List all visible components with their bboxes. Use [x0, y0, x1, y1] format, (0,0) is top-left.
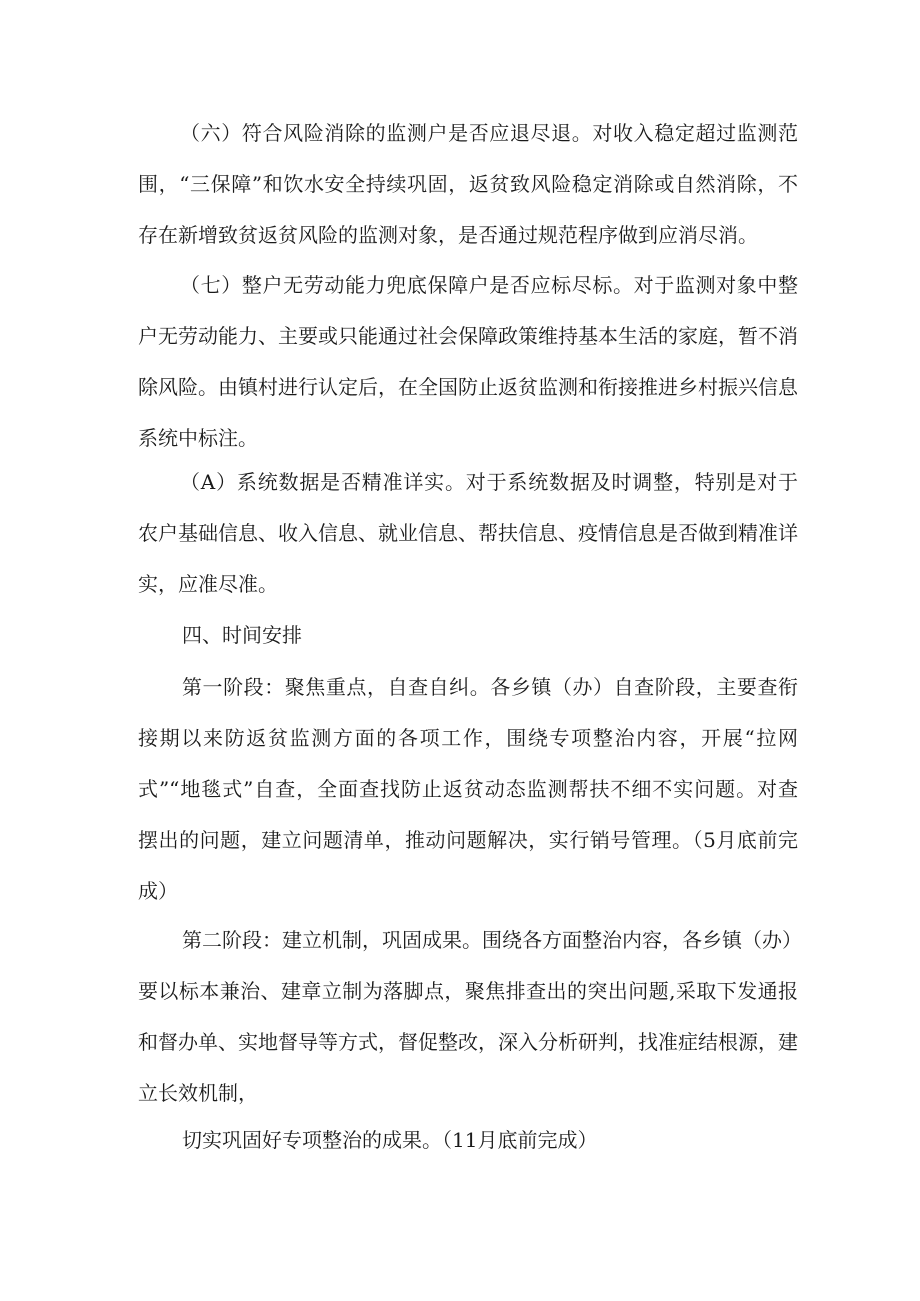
paragraph-line: 除风险。由镇村进行认定后，在全国防止返贫监测和衔接推进乡村振兴信息	[138, 375, 798, 399]
paragraph-line: 存在新增致贫返贫风险的监测对象，是否通过规范程序做到应消尽消。	[138, 223, 758, 247]
paragraph-line: 要以标本兼治、建章立制为落脚点，聚焦排查出的突出问题,采取下发通报	[138, 979, 798, 1003]
paragraph-stage-1	[138, 662, 798, 917]
paragraph-line: 切实巩固好专项整治的成果。（11月底前完成）	[182, 1128, 598, 1152]
paragraph-line: 接期以来防返贫监测方面的各项工作，围绕专项整治内容，开展“拉网	[138, 726, 798, 750]
paragraph-line: 户无劳动能力、主要或只能通过社会保障政策维持基本生活的家庭，暂不消	[138, 324, 798, 348]
paragraph-item-8	[138, 457, 798, 610]
paragraph-line: 第二阶段：建立机制，巩固成果。围绕各方面整治内容，各乡镇（办）	[182, 928, 802, 952]
paragraph-line: 立长效机制，	[138, 1081, 258, 1105]
paragraph-line: 摆出的问题，建立问题清单，推动问题解决，实行销号管理。（5月底前完	[138, 828, 798, 852]
section-heading	[138, 610, 798, 661]
paragraph-line: 系统中标注。	[138, 426, 258, 450]
paragraph-line: 围，“三保障”和饮水安全持续巩固，返贫致风险稳定消除或自然消除，不	[138, 172, 798, 196]
paragraph-line: 和督办单、实地督导等方式，督促整改，深入分析研判，找准症结根源，建	[138, 1030, 798, 1054]
paragraph-line: （六）符合风险消除的监测户是否应退尽退。对收入稳定超过监测范	[180, 121, 798, 145]
paragraph-line: （七）整户无劳动能力兜底保障户是否应标尽标。对于监测对象中整	[180, 273, 798, 297]
paragraph-line: 实，应准尽准。	[138, 572, 278, 596]
paragraph-stage-2	[138, 915, 802, 1119]
paragraph-line: 第一阶段：聚焦重点，自查自纠。各乡镇（办）自查阶段，主要查衔	[182, 675, 798, 699]
paragraph-item-7	[138, 260, 798, 464]
paragraph-line: 农户基础信息、收入信息、就业信息、帮扶信息、疫情信息是否做到精准详	[138, 521, 798, 545]
paragraph-item-6	[138, 108, 798, 261]
paragraph-line: 成）	[138, 879, 178, 903]
paragraph-stage-2-continued	[138, 1115, 798, 1166]
paragraph-line: （A）系统数据是否精准详实。对于系统数据及时调整，特别是对于	[180, 470, 798, 494]
section-heading-text: 四、时间安排	[182, 623, 302, 647]
paragraph-line: 式”“地毯式”自查，全面查找防止返贫动态监测帮扶不细不实问题。对查	[138, 777, 798, 801]
